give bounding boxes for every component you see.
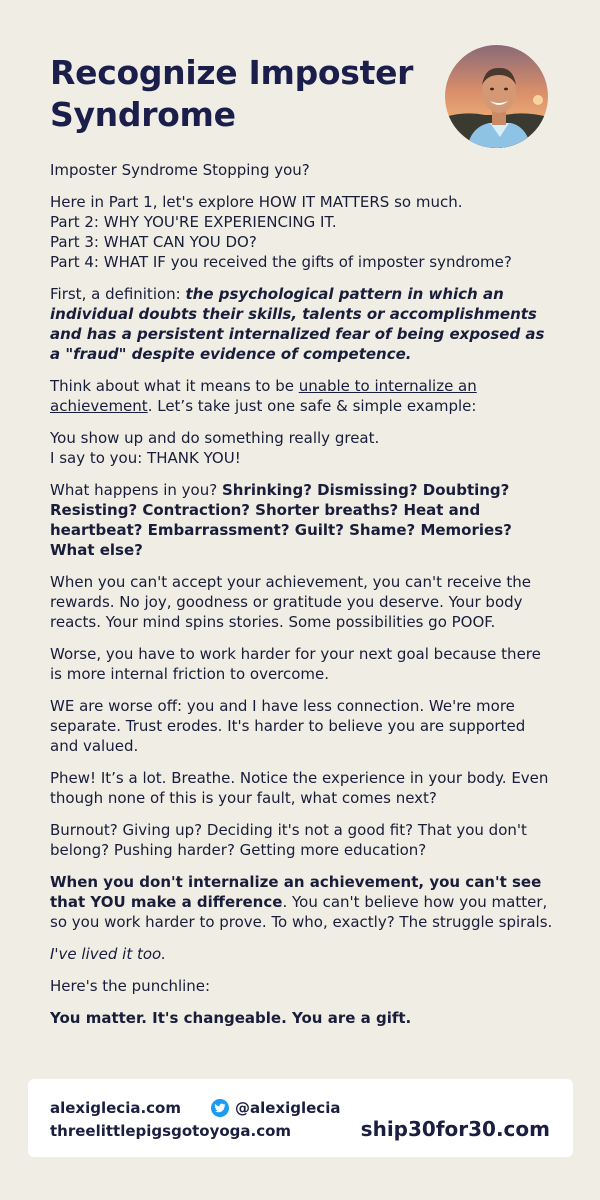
twitter-icon bbox=[211, 1099, 229, 1117]
we-paragraph: WE are worse off: you and I have less connection. We're more separate. Trust erodes. It's harder to believe you are supported and valued. bbox=[50, 697, 526, 755]
example-line-2: I say to you: THANK YOU! bbox=[50, 449, 241, 467]
punchline: You matter. It's changeable. You are a gift. bbox=[50, 1009, 412, 1027]
example-paragraph bbox=[50, 428, 555, 468]
worse-paragraph: Worse, you have to work harder for your next goal because there is more internal friction to overcome. bbox=[50, 645, 541, 683]
happens-questions: Shrinking? Dismissing? Doubting? Resisting? Contraction? Shorter breaths? Heat and heartbeat? Embarrassment? Guilt? Shame? Memories? What else? bbox=[50, 481, 512, 559]
footer-card bbox=[28, 1079, 573, 1157]
part-2-line: Part 2: WHY YOU'RE EXPERIENCING IT. bbox=[50, 213, 337, 231]
yoga-website-link[interactable]: threelittlepigsgotoyoga.com bbox=[50, 1122, 292, 1140]
example-line-1: You show up and do something really great. bbox=[50, 429, 380, 447]
cant-accept-paragraph: When you can't accept your achievement, you can't receive the rewards. No joy, goodness or gratitude you deserve. Your body reacts. Your mind spins stories. Some possibilities go POOF. bbox=[50, 573, 531, 631]
phew-paragraph: Phew! It’s a lot. Breathe. Notice the experience in your body. Even though none of this is your fault, what comes next? bbox=[50, 769, 549, 807]
article-body bbox=[50, 160, 555, 1040]
happens-paragraph bbox=[50, 480, 555, 560]
page-title: Recognize Imposter Syndrome bbox=[50, 53, 414, 134]
parts-list bbox=[50, 192, 555, 272]
part-4-line: Part 4: WHAT IF you received the gifts of imposter syndrome? bbox=[50, 253, 512, 271]
internalize-link[interactable]: unable to internalize an achievement bbox=[50, 377, 477, 415]
twitter-handle: @alexiglecia bbox=[235, 1099, 341, 1117]
intro-paragraph: Imposter Syndrome Stopping you? bbox=[50, 161, 310, 179]
website-link[interactable]: alexiglecia.com bbox=[50, 1099, 181, 1117]
internalize-paragraph bbox=[50, 872, 555, 932]
happens-lead: What happens in you? bbox=[50, 481, 222, 499]
part-1-line: Here in Part 1, let's explore HOW IT MATTERS so much. bbox=[50, 193, 463, 211]
internalize-tail: . You can't believe how you matter, so you work harder to prove. To who, exactly? The struggle spirals. bbox=[50, 893, 553, 931]
think-tail: . Let’s take just one safe & simple example: bbox=[147, 397, 477, 415]
part-3-line: Part 3: WHAT CAN YOU DO? bbox=[50, 233, 257, 251]
avatar bbox=[445, 45, 548, 148]
think-paragraph bbox=[50, 376, 555, 416]
definition-lead: First, a definition: bbox=[50, 285, 186, 303]
twitter-link[interactable] bbox=[211, 1099, 340, 1117]
definition-text: the psychological pattern in which an individual doubts their skills, talents or accomplishments and has a persistent internalized fear of being exposed as a "fraud" despite evidence of competence. bbox=[50, 285, 545, 363]
punchline-lead: Here's the punchline: bbox=[50, 977, 211, 995]
ship30-link[interactable]: ship30for30.com bbox=[360, 1117, 550, 1141]
burnout-paragraph: Burnout? Giving up? Deciding it's not a good fit? That you don't belong? Pushing harder? Getting more education? bbox=[50, 821, 527, 859]
definition-paragraph bbox=[50, 284, 555, 364]
internalize-bold: When you don't internalize an achievement, you can't see that YOU make a difference bbox=[50, 873, 542, 911]
lived-paragraph: I've lived it too. bbox=[50, 945, 166, 963]
think-lead: Think about what it means to be bbox=[50, 377, 299, 395]
